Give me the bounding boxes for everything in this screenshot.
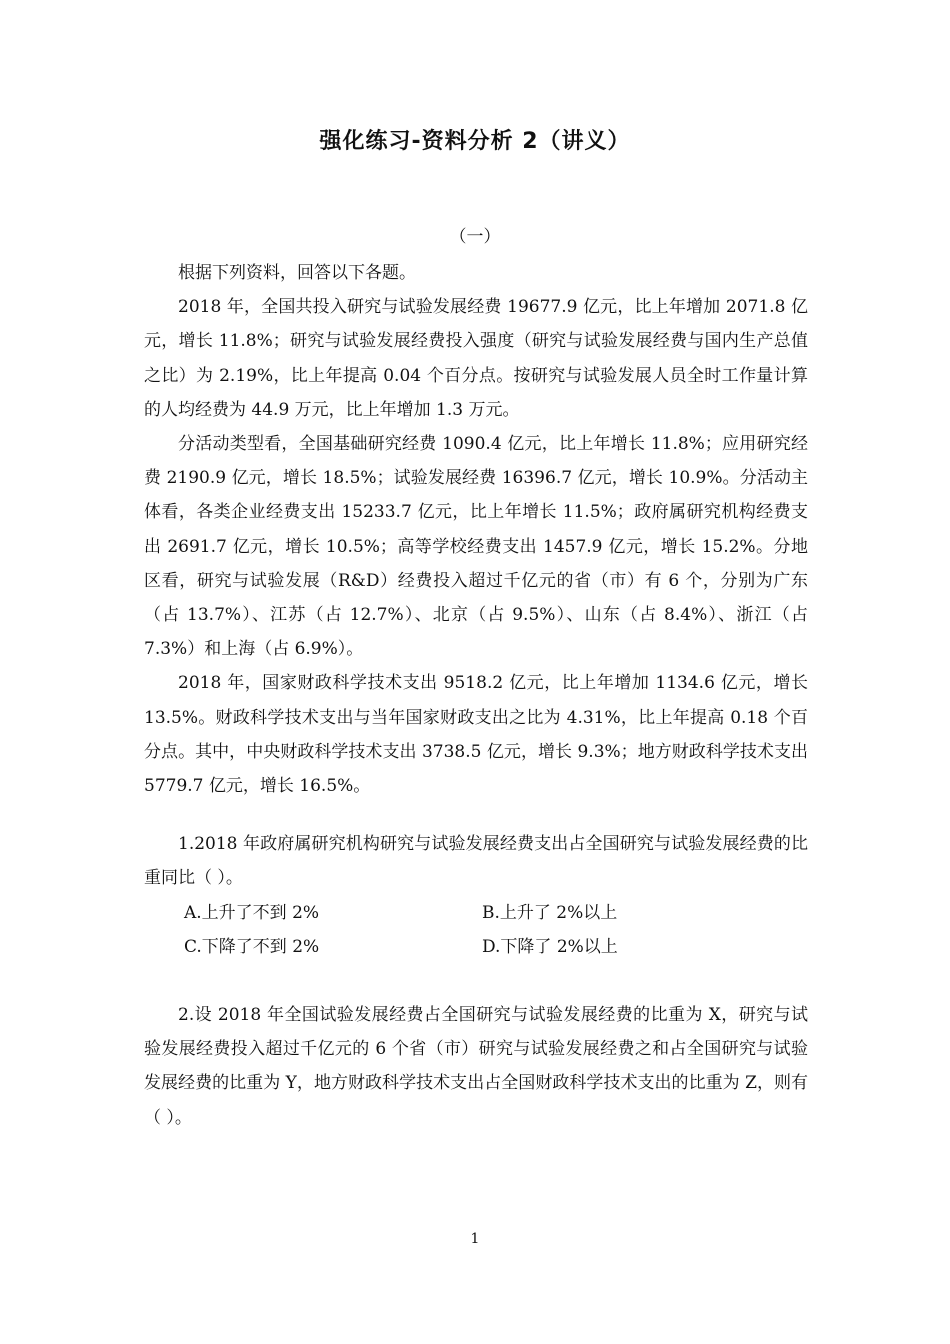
option-b[interactable]: B.上升了 2%以上	[482, 902, 618, 923]
option-d[interactable]: D.下降了 2%以上	[482, 936, 618, 957]
question-2	[144, 998, 808, 1135]
spacer	[144, 964, 808, 998]
section-heading: （一）	[449, 227, 501, 247]
material-paragraph-3: 2018 年，国家财政科学技术支出 9518.2 亿元，比上年增加 1134.6 亿元，增长 13.5%。财政科学技术支出与当年国家财政支出之比为 4.31%，比上年提高 0.18 个百分点。其中，中央财政科学技术支出 3738.5 亿元，增长 9.3%；地方财政科学技术支出 5779.7 亿元，增长 16.5%。	[144, 673, 808, 797]
material-paragraph-2: 分活动类型看，全国基础研究经费 1090.4 亿元，比上年增长 11.8%；应用研究经费 2190.9 亿元，增长 18.5%；试验发展经费 16396.7 亿元，增长 10.9%。分活动主体看，各类企业经费支出 15233.7 亿元，比上年增长 11.5%；政府属研究机构经费支出 2691.7 亿元，增长 10.5%；高等学校经费支出 1457.9 亿元，增长 15.2%。分地区看，研究与试验发展（R&D）经费投入超过千亿元的省（市）有 6 个，分别为广东（占 13.7%）、江苏（占 12.7%）、北京（占 9.5%）、山东（占 8.4%）、浙江（占 7.3%）和上海（占 6.9%）。	[144, 434, 808, 660]
material-paragraph-1: 2018 年，全国共投入研究与试验发展经费 19677.9 亿元，比上年增加 2071.8 亿元，增长 11.8%；研究与试验发展经费投入强度（研究与试验发展经费与国内生产总值之比）为 2.19%，比上年提高 0.04 个百分点。按研究与试验发展人员全时工作量计算的人均经费为 44.9 万元，比上年增加 1.3 万元。	[144, 297, 808, 420]
intro-text: 根据下列资料，回答以下各题。	[178, 263, 416, 283]
question-1-options	[144, 896, 808, 964]
page-title: 强化练习-资料分析 2（讲义）	[319, 129, 631, 154]
option-c[interactable]: C.下降了不到 2%	[184, 936, 320, 957]
question-1-stem: 1.2018 年政府属研究机构研究与试验发展经费支出占全国研究与试验发展经费的比重同比（ ）。	[144, 834, 808, 889]
document-body	[144, 256, 808, 1135]
spacer	[144, 803, 808, 827]
question-2-stem: 2.设 2018 年全国试验发展经费占全国研究与试验发展经费的比重为 X，研究与试验发展经费投入超过千亿元的 6 个省（市）研究与试验发展经费之和占全国研究与试验发展经费的比重为 Y，地方财政科学技术支出占全国财政科学技术支出的比重为 Z，则有（ ）。	[144, 1005, 808, 1128]
option-a[interactable]: A.上升了不到 2%	[184, 902, 320, 923]
page-number: 1	[470, 1231, 480, 1247]
question-1	[144, 827, 808, 964]
